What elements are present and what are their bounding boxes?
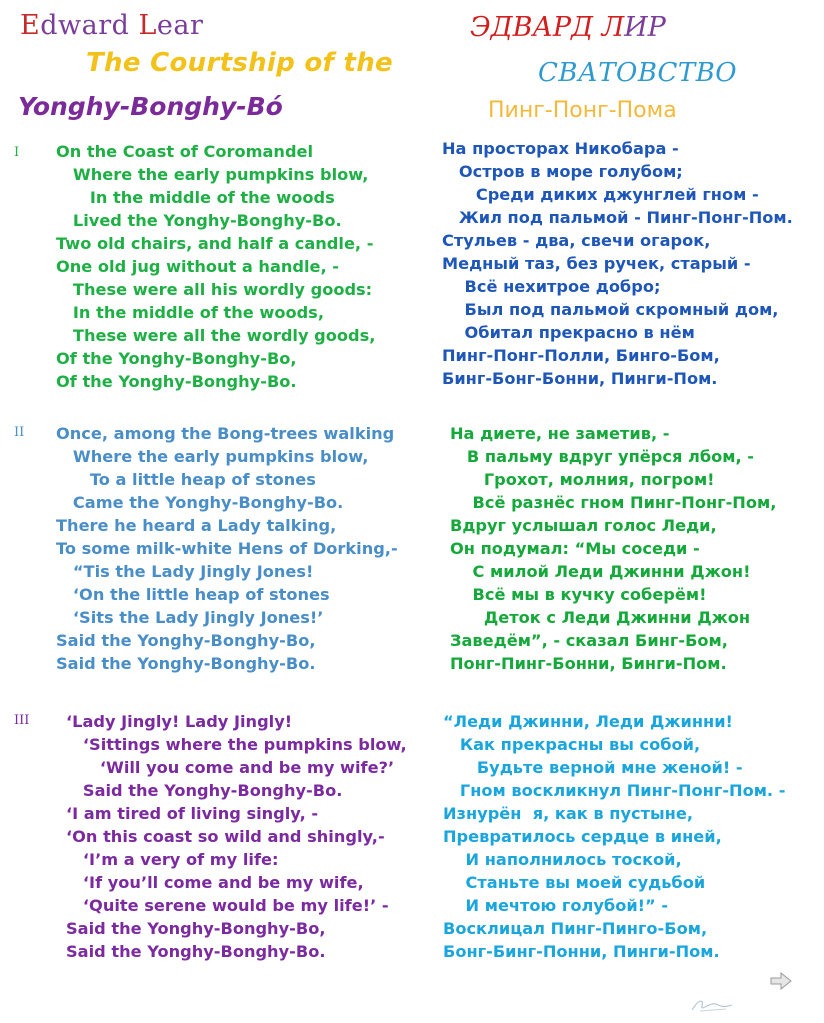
poem-line: Of the Yonghy-Bonghy-Bo. (56, 372, 297, 391)
poem-line: To some milk-white Hens of Dorking,- (56, 539, 398, 558)
poem-line: И наполнилось тоской, (443, 850, 682, 869)
poem-line: Lived the Yonghy-Bonghy-Bo. (56, 211, 342, 230)
poem-line: Заведём”, - сказал Бинг-Бом, (450, 631, 728, 650)
poem-line: Медный таз, без ручек, старый - (442, 254, 751, 273)
poem-line: На просторах Никобара - (442, 139, 679, 158)
poem-line: Гном воскликнул Пинг-Понг-Пом. - (443, 781, 786, 800)
stanza-en-3 (66, 710, 407, 963)
poem-line: Будьте верной мне женой! - (443, 758, 743, 777)
author-ru-first: ЭДВАРД (470, 12, 602, 43)
poem-line: Said the Yonghy-Bonghy-Bo. (56, 654, 316, 673)
poem-line: ‘Lady Jingly! Lady Jingly! (66, 712, 293, 731)
poem-line: Бинг-Бонг-Бонни, Пинги-Пом. (442, 369, 718, 388)
poem-line: Пинг-Понг-Полли, Бинго-Бом, (442, 346, 720, 365)
poem-line: “Леди Джинни, Леди Джинни! (443, 712, 733, 731)
poem-line: ‘Quite serene would be my life!’ - (66, 896, 389, 915)
poem-line: С милой Леди Джинни Джон! (450, 562, 751, 581)
poem-line: Всё мы в кучку соберём! (450, 585, 707, 604)
poem-line: ‘If you’ll come and be my wife, (66, 873, 364, 892)
poem-line: Where the early pumpkins blow, (56, 165, 369, 184)
author-initial-l: L (138, 10, 157, 41)
poem-line: In the middle of the woods, (56, 303, 324, 322)
author-last-rest: ear (156, 10, 204, 41)
poem-line: Said the Yonghy-Bonghy-Bo, (66, 919, 326, 938)
author-initial-e: E (20, 10, 41, 41)
poem-line: ‘On this coast so wild and shingly,- (66, 827, 385, 846)
poem-line: Came the Yonghy-Bonghy-Bo. (56, 493, 344, 512)
arrow-right-icon[interactable] (770, 972, 792, 990)
poem-line: Понг-Пинг-Бонни, Бинги-Пом. (450, 654, 727, 673)
stanza-ru-1 (442, 137, 793, 390)
poem-line: Two old chairs, and half a candle, - (56, 234, 374, 253)
stanza-numeral-3: III (14, 713, 30, 728)
poem-line: Он подумал: “Мы соседи - (450, 539, 700, 558)
signature-icon (690, 996, 734, 1014)
poem-line: There he heard a Lady talking, (56, 516, 337, 535)
poem-line: Стульев - два, свечи огарок, (442, 231, 711, 250)
poem-line: Once, among the Bong-trees walking (56, 424, 395, 443)
title-en-line2: Yonghy-Bonghy-Bó (18, 92, 283, 121)
poem-line: ‘Sits the Lady Jingly Jones!’ (56, 608, 324, 627)
author-ru-initial: Л (601, 12, 625, 43)
poem-line: Восклицал Пинг-Пинго-Бом, (443, 919, 708, 938)
poem-line: И мечтою голубой!” - (443, 896, 669, 915)
poem-line: Остров в море голубом; (442, 162, 683, 181)
poem-line: To a little heap of stones (56, 470, 316, 489)
poem-line: Среди диких джунглей гном - (442, 185, 759, 204)
title-en-line1: The Courtship of the (86, 48, 393, 78)
poem-line: ‘Sittings where the pumpkins blow, (66, 735, 407, 754)
stanza-en-1 (56, 140, 375, 393)
poem-line: Where the early pumpkins blow, (56, 447, 369, 466)
poem-line: Said the Yonghy-Bonghy-Bo. (66, 781, 343, 800)
poem-line: Превратилось сердце в иней, (443, 827, 722, 846)
poem-line: Of the Yonghy-Bonghy-Bo, (56, 349, 297, 368)
poem-line: Станьте вы моей судьбой (443, 873, 706, 892)
stanza-numeral-2: II (14, 425, 25, 440)
poem-line: Как прекрасны вы собой, (443, 735, 701, 754)
poem-line: ‘On the little heap of stones (56, 585, 330, 604)
poem-line: Деток с Леди Джинни Джон (450, 608, 751, 627)
title-ru-line1: СВАТОВСТВО (538, 58, 738, 88)
poem-line: Обитал прекрасно в нём (442, 323, 695, 342)
stanza-ru-3 (443, 710, 785, 963)
stanza-numeral-1: I (14, 145, 20, 160)
title-ru-line2: Пинг-Понг-Пома (488, 98, 677, 123)
poem-line: Всё разнёс гном Пинг-Понг-Пом, (450, 493, 777, 512)
poem-line: На диете, не заметив, - (450, 424, 670, 443)
author-name-en (20, 10, 203, 41)
poem-line: One old jug without a handle, - (56, 257, 340, 276)
poem-line: Жил под пальмой - Пинг-Понг-Пом. (442, 208, 793, 227)
poem-line: ‘I’m a very of my life: (66, 850, 279, 869)
poem-line: Был под пальмой скромный дом, (442, 300, 779, 319)
stanza-ru-2 (450, 422, 776, 675)
poem-line: “Tis the Lady Jingly Jones! (56, 562, 314, 581)
poem-line: These were all his wordly goods: (56, 280, 373, 299)
poem-line: Изнурён я, как в пустыне, (443, 804, 693, 823)
poem-line: ‘I am tired of living singly, - (66, 804, 319, 823)
stanza-en-2 (56, 422, 398, 675)
author-ru-rest: ИР (624, 12, 666, 43)
poem-line: В пальму вдруг упёрся лбом, - (450, 447, 754, 466)
author-first-rest: dward (40, 10, 139, 41)
poem-line: On the Coast of Coromandel (56, 142, 314, 161)
poem-line: ‘Will you come and be my wife?’ (66, 758, 395, 777)
poem-line: In the middle of the woods (56, 188, 335, 207)
poem-line: Said the Yonghy-Bonghy-Bo, (56, 631, 316, 650)
poem-line: Грохот, молния, погром! (450, 470, 715, 489)
poem-line: Бонг-Бинг-Понни, Пинги-Пом. (443, 942, 720, 961)
poem-line: Said the Yonghy-Bonghy-Bo. (66, 942, 326, 961)
poem-line: Вдруг услышал голос Леди, (450, 516, 717, 535)
poem-line: Всё нехитрое добро; (442, 277, 661, 296)
poem-line: These were all the wordly goods, (56, 326, 376, 345)
author-name-ru (470, 12, 666, 43)
